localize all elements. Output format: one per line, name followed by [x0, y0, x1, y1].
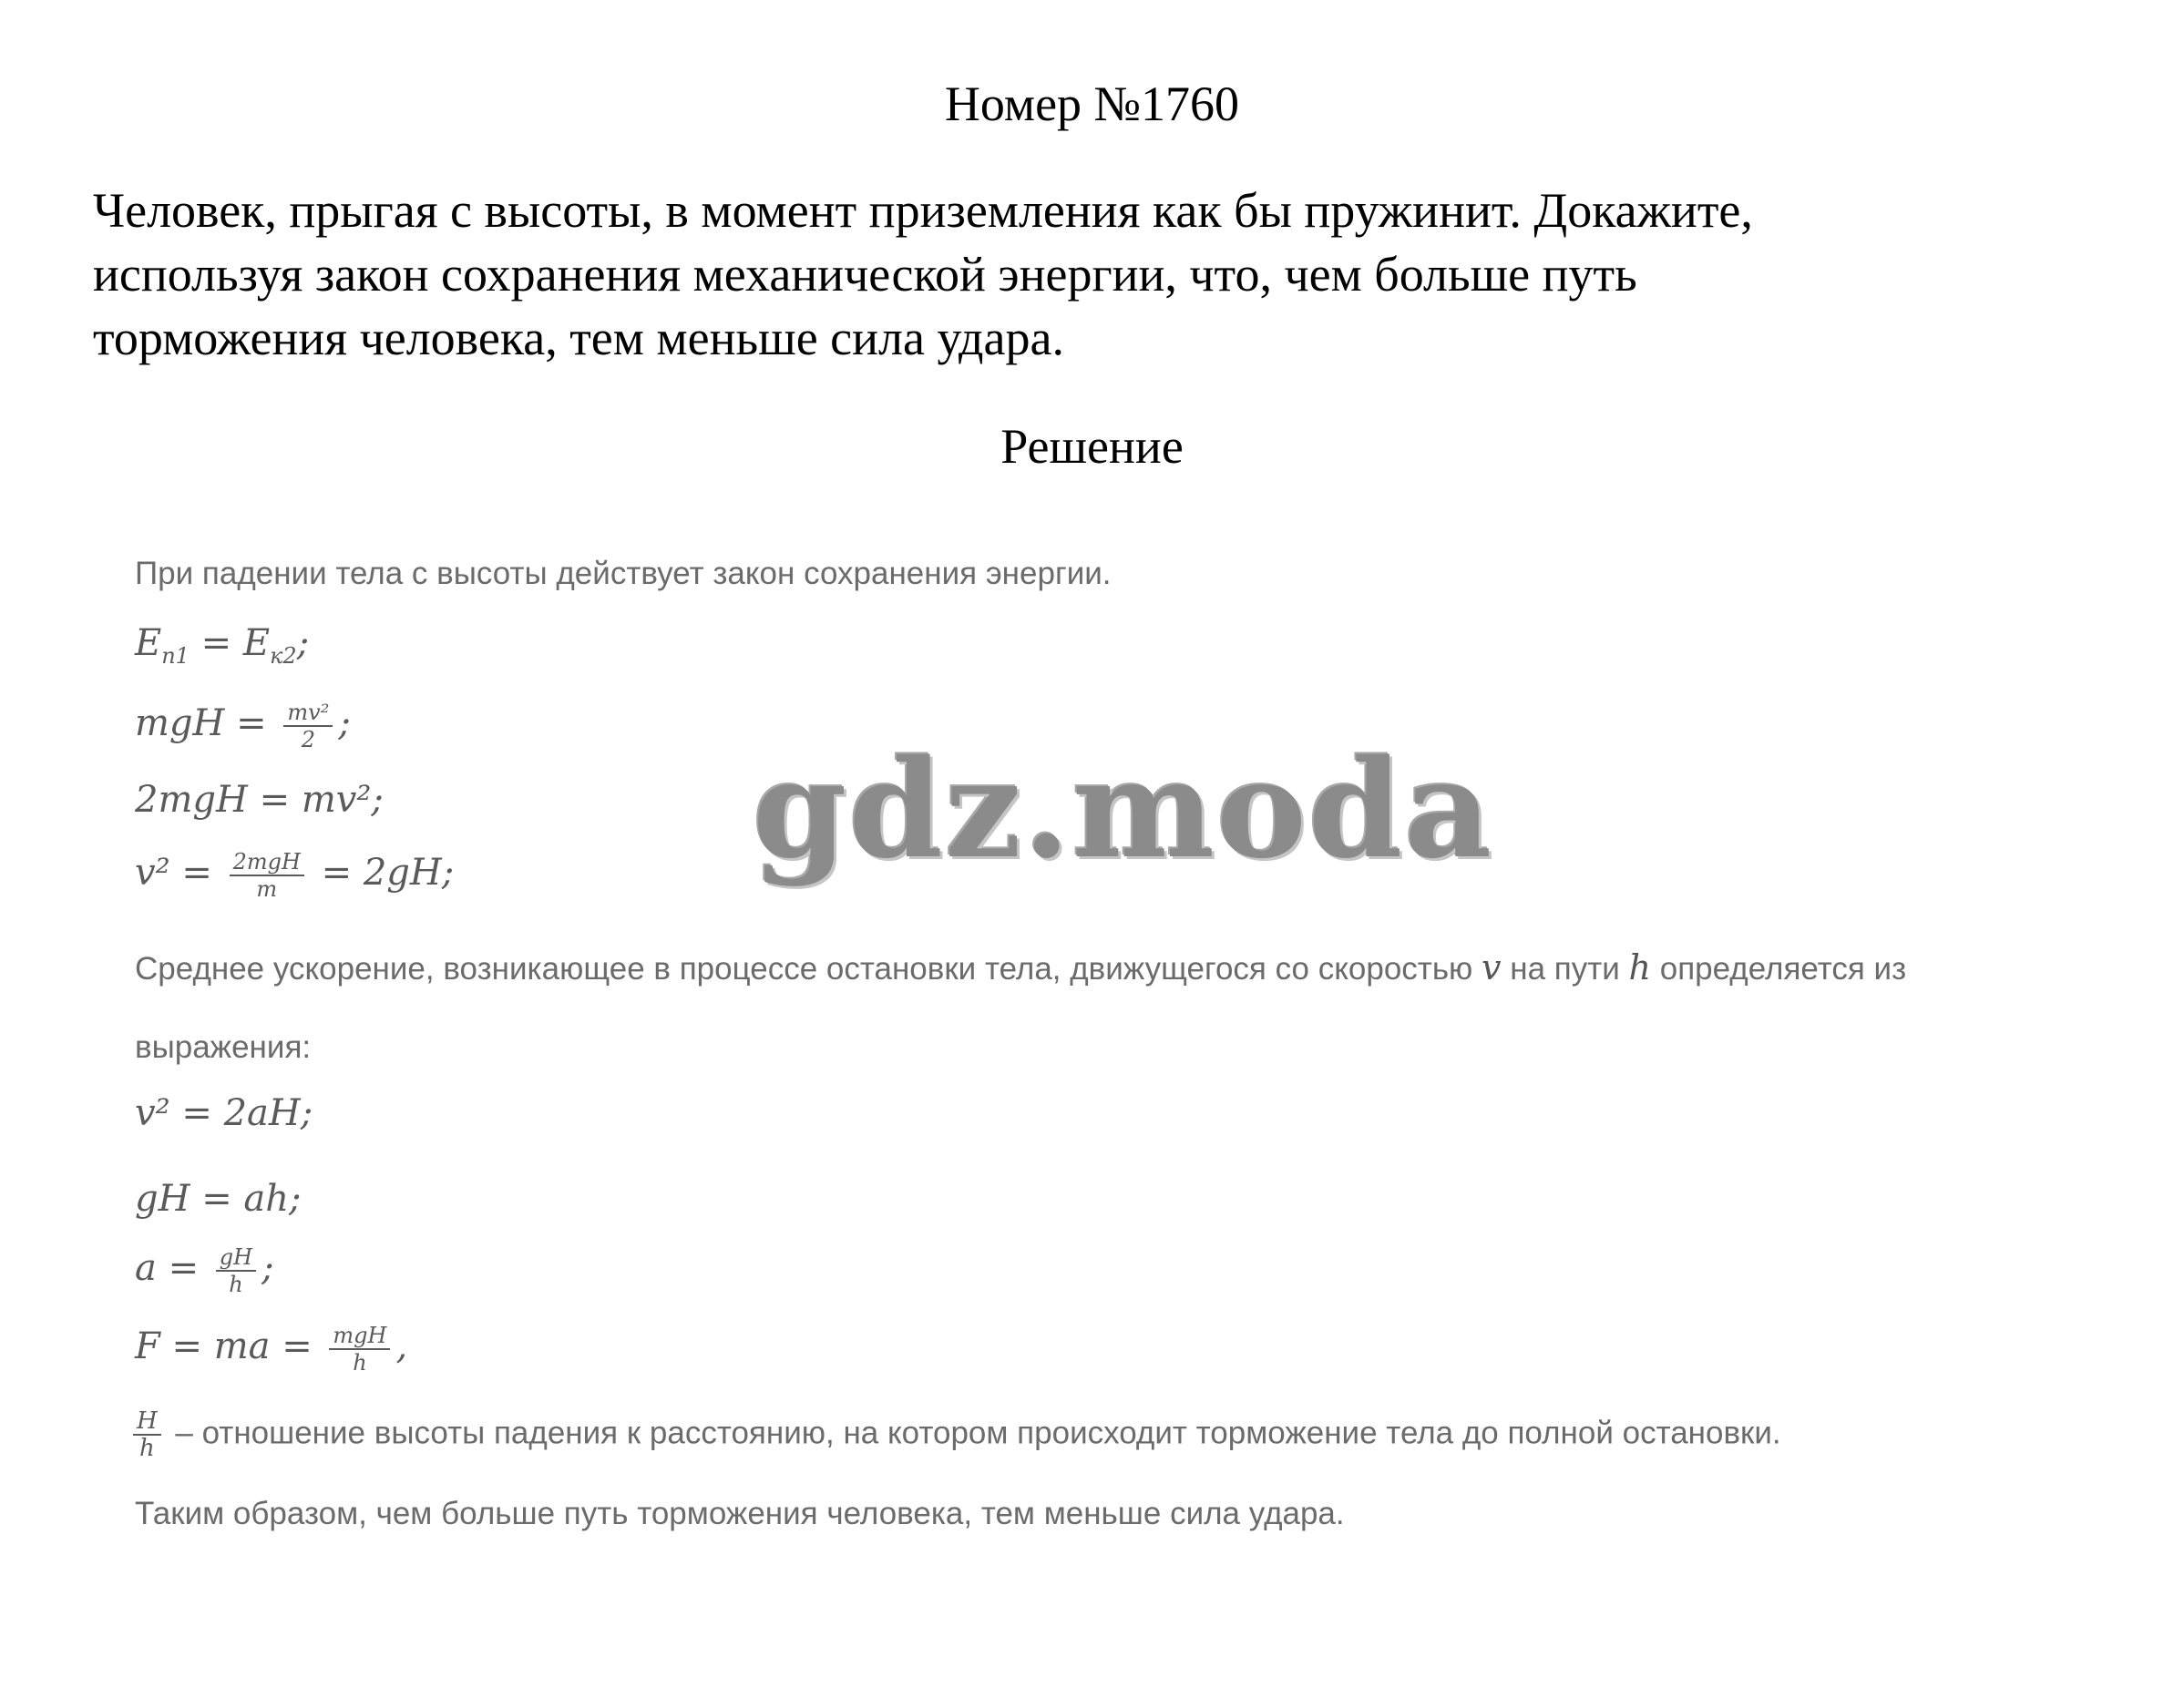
- solution-paragraph-end: выражения:: [135, 1029, 312, 1065]
- equation-a: a = $\frac{gH}{h}$ ;: [135, 1244, 274, 1297]
- equation-force: F = ma = $\frac{\text{mgH}}{h}$ ,: [135, 1323, 408, 1376]
- solution-intro: При падении тела с высоты действует закон сохранения энергии.: [135, 556, 1112, 591]
- equation-v-squared: v² = $\frac{\text{2mgH}}{m}$ = 2gH;: [135, 849, 455, 902]
- equation-gh-ah: gH = ah;: [135, 1178, 302, 1220]
- equation-mgh: mgH = $\frac{\text{mv²}}{2}$ ;: [135, 700, 351, 752]
- task-line: используя закон сохранения механической энергии, что, чем больше путь: [93, 247, 1637, 302]
- equation-energy: $E_{п1} = E_{к2}$;: [135, 622, 310, 669]
- equation-acceleration: v² = 2aH;: [135, 1092, 313, 1134]
- equation-2mgh: 2mgH = mv²;: [135, 779, 384, 821]
- watermark-logo: gdz.moda: [753, 730, 1494, 888]
- solution-paragraph: Среднее ускорение, возникающее в процессе остановки тела, движущегося со скоростью v на пути h определяется из: [135, 947, 1907, 987]
- conclusion: Таким образом, чем больше путь торможения человека, тем меньше сила удара.: [135, 1496, 1345, 1531]
- page-title: Номер №1760: [944, 77, 1240, 131]
- solution-heading: Решение: [1000, 419, 1184, 474]
- task-line: Человек, прыгая с высоты, в момент приземления как бы пружинит. Докажите,: [93, 183, 1753, 238]
- ratio-explanation: $\frac{H}{h}$ – отношение высоты падения к расстоянию, на котором происходит торможение тела до полной остановки.: [128, 1408, 1781, 1461]
- task-line: торможения человека, тем меньше сила удара.: [93, 311, 1064, 365]
- task-text: [93, 179, 2043, 370]
